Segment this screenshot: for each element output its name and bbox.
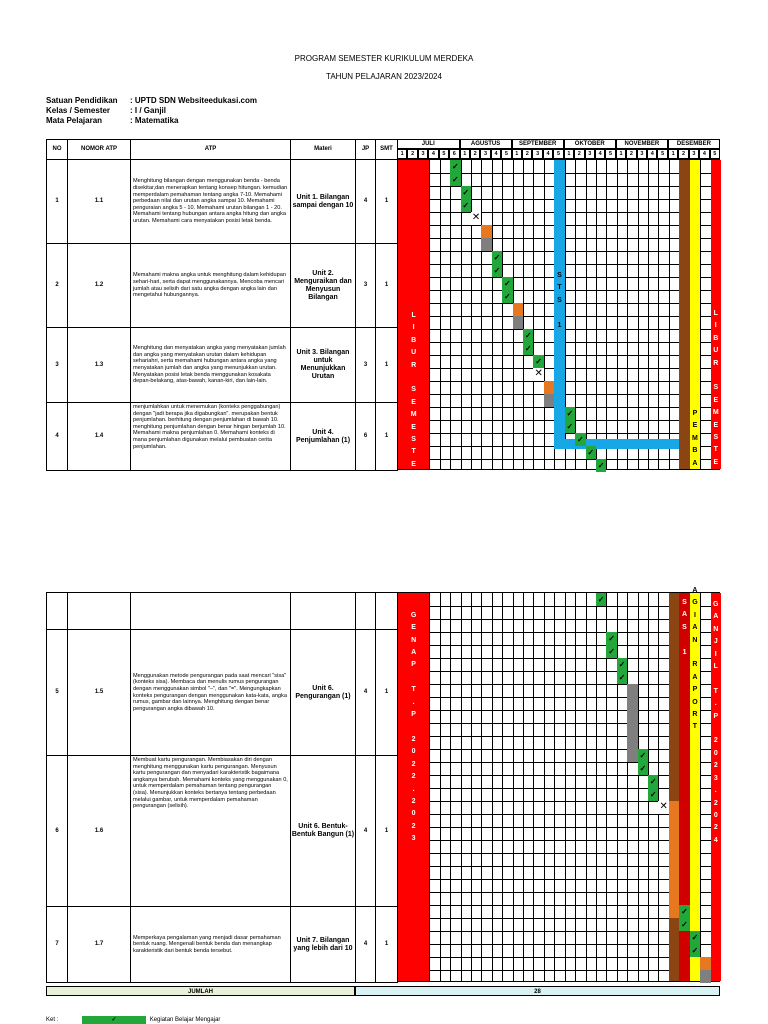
row-no: 5 [47, 630, 68, 756]
week-number: 2 [678, 149, 688, 159]
grid-line [669, 160, 670, 469]
check-icon: ✓ [649, 777, 657, 786]
check-icon: ✓ [524, 344, 532, 353]
grid-line [617, 160, 618, 469]
row-atp-no: 1.2 [68, 244, 131, 328]
remedial-mark [627, 736, 637, 749]
check-icon: ✓ [597, 595, 605, 604]
check-icon: ✓ [493, 253, 501, 262]
week-number: 3 [532, 149, 542, 159]
info-value: : Matematika [130, 116, 179, 125]
grid-line [648, 160, 649, 469]
check-icon: ✓ [82, 1016, 146, 1024]
grid-line [700, 593, 701, 981]
grid-line [440, 593, 441, 981]
info-value: : UPTD SDN Websiteedukasi.com [130, 96, 257, 105]
row-jp: 3 [356, 244, 376, 328]
grid-line [658, 593, 659, 981]
month-label: DESEMBER [668, 139, 720, 149]
calendar-band [398, 587, 429, 981]
schedule-grid-top [397, 159, 720, 481]
col-nomor-atp: NOMOR ATP [68, 140, 131, 160]
doc-title: PROGRAM SEMESTER KURIKULUM MERDEKA [294, 54, 474, 63]
week-number: 3 [689, 149, 699, 159]
check-icon: ✓ [691, 933, 699, 942]
week-number: 5 [439, 149, 449, 159]
row-atp-no: 1.4 [68, 403, 131, 471]
row-smt: 1 [376, 630, 398, 756]
grid-line [565, 593, 566, 981]
calendar-band [690, 587, 700, 981]
grid-line [461, 593, 462, 981]
grid-line [544, 160, 545, 469]
info-mapel [46, 116, 178, 126]
row-atp: Memperkaya pengalaman yang menjadi dasar pemahaman bentuk ruang. Mengenali bentuk benda dan menangkap karakteristik dari bentuk benda tersebut. [131, 907, 291, 983]
check-icon: ✓ [535, 357, 542, 366]
info-kelas [46, 106, 166, 116]
row-no: 7 [47, 907, 68, 983]
legend-kbm: Kegiatan Belajar Mengajar [149, 1017, 221, 1023]
month-label: OKTOBER [564, 139, 616, 149]
week-number: 3 [637, 149, 647, 159]
grid-line [502, 593, 503, 981]
week-number: 1 [460, 149, 470, 159]
band-text: L I B U R S E M E S T E R [410, 312, 417, 481]
grid-line [429, 593, 430, 981]
grid-line [429, 160, 430, 469]
row-no: 6 [47, 756, 68, 907]
grid-line [627, 160, 628, 469]
check-icon: ✓ [639, 764, 647, 773]
doc-subtitle: TAHUN PELAJARAN 2023/2024 [326, 72, 442, 81]
table-row [47, 160, 398, 244]
row-smt: 1 [376, 403, 398, 471]
table-row [47, 244, 398, 328]
week-number: 4 [699, 149, 709, 159]
band-text: S A S 1 [681, 599, 688, 656]
week-number: 4 [428, 149, 438, 159]
week-number: 5 [605, 149, 615, 159]
grid-line [658, 160, 659, 469]
schedule-grid-bottom [397, 587, 720, 982]
grid-line [606, 160, 607, 469]
grid-line [533, 593, 534, 981]
band-text: R G E N A P T . P 2 0 2 2 . 2 0 2 3 [410, 587, 417, 843]
row-smt: 1 [376, 756, 398, 907]
band-text: P E M B A [692, 410, 698, 467]
grid-line [575, 160, 576, 469]
week-number: 1 [564, 149, 574, 159]
week-number: 1 [668, 149, 678, 159]
grid-line [627, 593, 628, 981]
grid-line [617, 593, 618, 981]
band-text: S T S 1 [557, 272, 562, 329]
assessment-mark [544, 381, 554, 394]
row-smt: 1 [376, 244, 398, 328]
week-number: 2 [626, 149, 636, 159]
assessment-mark [669, 827, 679, 840]
grid-line [700, 160, 701, 469]
grid-line [513, 593, 514, 981]
row-atp-no: 1.5 [68, 630, 131, 756]
calendar-band [711, 160, 721, 479]
grid-line [596, 593, 597, 981]
calendar-band [398, 160, 429, 481]
check-icon: ✓ [566, 422, 574, 431]
assessment-mark [700, 957, 710, 970]
info-label: Mata Pelajaran [46, 116, 103, 125]
assessment-mark [513, 303, 523, 316]
week-number: 4 [647, 149, 657, 159]
month-label: JULI [397, 139, 460, 149]
calendar-band [690, 160, 700, 469]
check-icon: ✓ [618, 660, 626, 669]
week-number: 4 [543, 149, 553, 159]
program-table-bottom [46, 592, 398, 983]
week-number: 5 [553, 149, 563, 159]
month-label: NOVEMBER [616, 139, 668, 149]
check-icon: ✓ [681, 907, 688, 916]
row-atp: Menghitung dan menyatakan angka yang menyatakan jumlah dan angka yang menyatakan urutan dalam kehidupan sehariahri, serta memahami hubungan antara angka yang menyatakan jumlah dan angka yang menunjukkan urutan. Menyatakan posisi letak benda menggunakan kosakata depan-belakang, atas-bawah, kanan-kiri, dan lain-lain. [131, 328, 291, 403]
check-icon: ✓ [462, 201, 470, 210]
check-icon: ✓ [597, 461, 605, 470]
row-materi: Unit 4. Penjumlahan (1) [291, 403, 356, 471]
row-atp-no: 1.1 [68, 160, 131, 244]
check-icon: ✓ [462, 188, 470, 197]
row-atp-no: 1.3 [68, 328, 131, 403]
week-number: 5 [501, 149, 511, 159]
grid-line [398, 459, 719, 460]
col-no: NO [47, 140, 68, 160]
calendar-band [679, 160, 689, 469]
row-jp: 4 [356, 630, 376, 756]
week-number: 2 [574, 149, 584, 159]
cross-icon: ✕ [534, 368, 543, 379]
row-jp: 4 [356, 160, 376, 244]
row-jp: 3 [356, 328, 376, 403]
check-icon: ✓ [576, 435, 584, 444]
grid-line [554, 593, 555, 981]
row-atp: Menghitung bilangan dengan menggunakan benda - benda disekitar,dan menerapkan tentang konsep hitungan. kemudian memperdalam pemahaman tentang angka 7-10. Memahami perbedaan nilai dan urutan angka sampai 10. Memahami penguraian angka 5 - 10. Memahami urutan bilangan 1 - 20. Memahami tentang hubungan antara angka hitung dan angka urutan. Memahami cara menyatakan posisi letak benda. [131, 160, 291, 244]
week-number: 1 [616, 149, 626, 159]
band-text: A G I A N R A P O R T [692, 587, 698, 731]
assessment-mark [669, 814, 679, 827]
row-materi: Unit 6. Pengurangan (1) [291, 630, 356, 756]
table-row [47, 403, 398, 471]
table-row [47, 907, 398, 983]
remedial-mark [627, 697, 637, 710]
grid-line [596, 160, 597, 469]
cross-icon: ✕ [471, 212, 481, 223]
grid-line [638, 593, 639, 981]
row-smt: 1 [376, 907, 398, 983]
row-jp: 6 [356, 403, 376, 471]
check-icon: ✓ [451, 162, 459, 171]
month-label: SEPTEMBER [512, 139, 564, 149]
row-materi: Unit 6. Bentuk-Bentuk Bangun (1) [291, 756, 356, 907]
jumlah-label: JUMLAH [46, 986, 355, 996]
row-smt: 1 [376, 328, 398, 403]
assessment-mark [669, 853, 679, 866]
calendar-band [669, 593, 679, 981]
info-label: Kelas / Semester [46, 106, 111, 115]
legend [46, 1016, 220, 1024]
grid-line [638, 160, 639, 469]
info-value: : I / Ganjil [130, 106, 167, 115]
row-smt: 1 [376, 160, 398, 244]
remedial-mark [627, 684, 637, 697]
table-row [47, 328, 398, 403]
week-number: 5 [657, 149, 667, 159]
table-row [47, 630, 398, 756]
check-icon: ✓ [566, 409, 574, 418]
col-smt: SMT [376, 140, 398, 160]
grid-line [523, 160, 524, 469]
row-jp: 4 [356, 756, 376, 907]
program-table-top [46, 139, 398, 471]
row-atp-no: 1.7 [68, 907, 131, 983]
remedial-mark [481, 238, 491, 251]
col-jp: JP [356, 140, 376, 160]
info-label: Satuan Pendidikan [46, 96, 118, 105]
assessment-mark [669, 892, 679, 905]
week-number: 3 [418, 149, 428, 159]
week-number: 3 [480, 149, 490, 159]
remedial-mark [627, 749, 637, 762]
grid-line [533, 160, 534, 469]
week-number: 5 [710, 149, 720, 159]
col-materi: Materi [291, 140, 356, 160]
check-icon: ✓ [639, 751, 647, 760]
assessment-mark [669, 879, 679, 892]
check-icon: ✓ [504, 292, 511, 301]
sts-band [554, 160, 564, 449]
week-number: 1 [397, 149, 407, 159]
assessment-mark [669, 905, 679, 918]
grid-line [471, 593, 472, 981]
row-materi: Unit 7. Bilangan yang lebih dari 10 [291, 907, 356, 983]
row-materi: Unit 3. Bilangan untuk Menunjukkan Urutan [291, 328, 356, 403]
grid-line [575, 593, 576, 981]
row-materi: Unit 2. Menguraikan dan Menyusun Bilangan [291, 244, 356, 328]
remedial-mark [627, 710, 637, 723]
month-header [397, 139, 720, 159]
grid-line [481, 160, 482, 469]
assessment-mark [669, 866, 679, 879]
week-number: 4 [595, 149, 605, 159]
row-atp: menjumlahkan untuk menemukan (konteks penggabungan) dengan "jadi berapa jika digabungkan". merupakan bentuk penjumlahan. berhitung dengan penjumlahan di bawah 10. menghitung penjumlahan dengan benar hingan berjumlah 10. Memahami makna penjumlahan 0. Memahami konteks di mana penjumlahan digunakan melalui pembuatan cerita penjumlahan. [131, 403, 291, 471]
week-number: 4 [491, 149, 501, 159]
assessment-mark [669, 840, 679, 853]
check-icon: ✓ [524, 331, 532, 340]
remedial-mark [700, 970, 710, 983]
row-materi: Unit 1. Bilangan sampai dengan 10 [291, 160, 356, 244]
grid-line [586, 160, 587, 469]
check-icon: ✓ [451, 175, 459, 184]
remedial-mark [627, 723, 637, 736]
check-icon: ✓ [649, 790, 657, 799]
row-no: 4 [47, 403, 68, 471]
col-atp: ATP [131, 140, 291, 160]
remedial-mark [544, 394, 554, 407]
grid-line [544, 593, 545, 981]
week-number: 1 [512, 149, 522, 159]
grid-line [523, 593, 524, 981]
check-icon: ✓ [608, 647, 615, 656]
grid-line [440, 160, 441, 469]
grid-line [492, 593, 493, 981]
legend-label: Ket : [46, 1017, 59, 1023]
check-icon: ✓ [618, 673, 626, 682]
assessment-mark [481, 225, 491, 238]
month-label: AGUSTUS [460, 139, 512, 149]
grid-line [481, 593, 482, 981]
remedial-mark [513, 316, 523, 329]
row-atp: Menggunakan metode pengurangan pada saat mencari "sisa" (konteks sisa). Membaca dan menulis rumus pengurangan dengan menggunakan simbol "–", dan "=". Mengungkapkan konteks pengurangan dengan menggunakan kata-kata, angka rumus, gambar dan lainnya. Menghitung dengan benar pengurangan angka dibawah 10. [131, 630, 291, 756]
row-no: 2 [47, 244, 68, 328]
row-no: 3 [47, 328, 68, 403]
table-row [47, 593, 398, 630]
row-atp: Memahami makna angka untuk menghitung dalam kehidupan sehari-hari, serta dapat menggunakannya. Mencoba mencari jumlah atau selisih dari satu angka dengan angka lain dan mengetahui hubungannya. [131, 244, 291, 328]
grid-line [450, 160, 451, 469]
week-number: 2 [522, 149, 532, 159]
info-satuan [46, 96, 257, 106]
grid-line [450, 593, 451, 981]
week-number: 2 [407, 149, 417, 159]
cross-icon: ✕ [659, 801, 668, 812]
grid-line [586, 593, 587, 981]
table-row [47, 756, 398, 907]
row-jp: 4 [356, 907, 376, 983]
calendar-band [711, 593, 721, 981]
band-text: L I B U R S E M E S T E R [712, 310, 719, 479]
check-icon: ✓ [691, 946, 699, 955]
grid-line [492, 160, 493, 469]
week-number: 2 [470, 149, 480, 159]
check-icon: ✓ [608, 634, 615, 643]
week-number: 6 [449, 149, 459, 159]
check-icon: ✓ [681, 920, 688, 929]
check-icon: ✓ [587, 448, 595, 457]
assessment-mark [669, 801, 679, 814]
grid-line [471, 160, 472, 469]
row-atp-no: 1.6 [68, 756, 131, 907]
week-number: 3 [585, 149, 595, 159]
row-no: 1 [47, 160, 68, 244]
row-atp: Membuat kartu pengurangan. Membiasakan diri dengan menghitung menggunakan kartu pengurangan. Menyusun kartu pengurangan dan menyadari karakteristik bagaimana angkanya berubah. Memahami konteks yang menggunakan 0, untuk memperdalam pemahaman tentang pengurangan (sisa). Menunjukkan konteks bertanya tentang perbedaan melalui gambar, untuk memperdalam pemahaman pengurangan (selisih). [131, 756, 291, 907]
jumlah-value: 28 [355, 986, 720, 996]
check-icon: ✓ [504, 279, 511, 288]
check-icon: ✓ [493, 266, 501, 275]
band-text: G A N J I L T . P 2 0 2 3 . 2 0 2 4 [713, 601, 719, 844]
grid-line [502, 160, 503, 469]
